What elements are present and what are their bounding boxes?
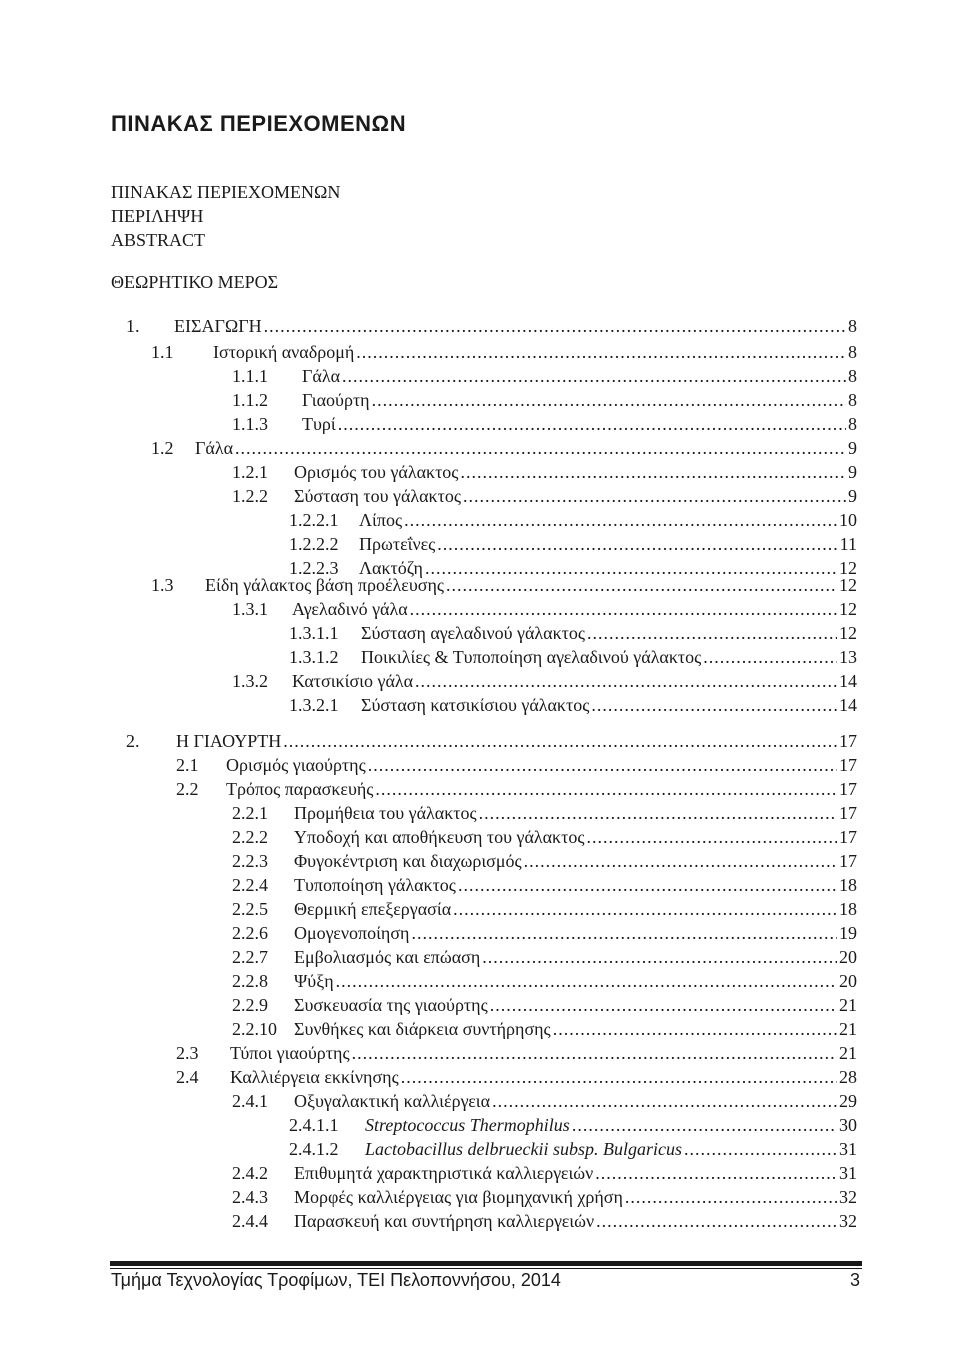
toc-dot-leader: [336, 970, 837, 992]
toc-entry[interactable]: [232, 1090, 857, 1112]
toc-entry[interactable]: [151, 574, 857, 596]
toc-entry[interactable]: [232, 946, 857, 968]
toc-entry[interactable]: [176, 1042, 857, 1064]
toc-entry[interactable]: [232, 389, 857, 411]
toc-entry-number: 1.2: [151, 438, 174, 458]
toc-entry-number: 1.2.2.2: [289, 534, 339, 554]
toc-dot-leader: [596, 1210, 837, 1232]
toc-entry-title: Τύποι γιαούρτης: [230, 1043, 350, 1063]
toc-entry-title: Καλλιέργεια εκκίνησης: [230, 1067, 399, 1087]
toc-entry-title: Συνθήκες και διάρκεια συντήρησης: [294, 1019, 551, 1039]
toc-entry-title: Φυγοκέντριση και διαχωρισμός: [294, 851, 522, 871]
front-matter-abstract-en[interactable]: ABSTRACT: [111, 230, 206, 250]
toc-entry[interactable]: [232, 802, 857, 824]
toc-entry[interactable]: [232, 1210, 857, 1232]
toc-entry-title: Τρόπος παρασκευής: [226, 779, 374, 799]
toc-entry-page: 31: [839, 1139, 857, 1159]
toc-entry-number: 2.4.3: [232, 1187, 268, 1207]
toc-dot-leader: [463, 485, 846, 507]
toc-entry-page: 17: [839, 755, 857, 775]
toc-entry-title: Ομογενοποίηση: [294, 923, 410, 943]
toc-entry-number: 2.4.1: [232, 1091, 268, 1111]
toc-dot-leader: [460, 461, 846, 483]
toc-entry-title: Γιαούρτη: [302, 390, 370, 410]
toc-entry-title: Μορφές καλλιέργειας για βιομηχανική χρήση: [294, 1187, 623, 1207]
toc-entry[interactable]: [151, 437, 857, 459]
toc-entry-number: 2.4.1.1: [289, 1115, 339, 1135]
toc-entry-number: 1.1.1: [232, 366, 268, 386]
toc-entry-title: Ιστορική αναδρομή: [213, 342, 355, 362]
toc-entry-number: 1.1: [151, 342, 174, 362]
toc-entry-number: 2.2.8: [232, 971, 268, 991]
toc-dot-leader: [490, 994, 837, 1016]
toc-entry-number: 1.3.1.1: [289, 623, 339, 643]
section-heading-theory: ΘΕΩΡΗΤΙΚΟ ΜΕΡΟΣ: [111, 272, 279, 292]
toc-entry-page: 21: [839, 1019, 857, 1039]
toc-entry-page: 17: [839, 779, 857, 799]
toc-dot-leader: [356, 341, 846, 363]
toc-entry-title: Είδη γάλακτος βάση προέλευσης: [205, 575, 444, 595]
toc-entry-number: 2.4.4: [232, 1211, 268, 1231]
toc-entry-number: 2.3: [176, 1043, 199, 1063]
toc-entry-page: 21: [839, 1043, 857, 1063]
toc-entry-number: 1.2.2.3: [289, 558, 339, 578]
toc-entry-title: Αγελαδινό γάλα: [292, 599, 408, 619]
toc-entry-title: Συσκευασία της γιαούρτης: [294, 995, 488, 1015]
toc-entry[interactable]: [126, 730, 857, 752]
toc-dot-leader: [372, 389, 846, 411]
toc-entry-page: 14: [839, 671, 857, 691]
toc-entry-title: Κατσικίσιο γάλα: [292, 671, 414, 691]
toc-entry-title: Εμβολιασμός και επώαση: [294, 947, 481, 967]
toc-entry-number: 2.2: [176, 779, 199, 799]
toc-dot-leader: [625, 1186, 837, 1208]
toc-dot-leader: [235, 437, 846, 459]
toc-entry[interactable]: [289, 622, 857, 644]
toc-entry-page: 20: [839, 947, 857, 967]
toc-dot-leader: [446, 574, 837, 596]
toc-entry[interactable]: [289, 1138, 857, 1160]
toc-dot-leader: [375, 778, 837, 800]
toc-dot-leader: [591, 694, 837, 716]
toc-dot-leader: [587, 826, 838, 848]
toc-entry[interactable]: [289, 533, 857, 555]
toc-entry-page: 12: [839, 558, 857, 578]
toc-entry[interactable]: [232, 874, 857, 896]
toc-entry-title: Τυποποίηση γάλακτος: [294, 875, 456, 895]
toc-entry-page: 18: [839, 899, 857, 919]
toc-entry-title: Υποδοχή και αποθήκευση του γάλακτος: [294, 827, 585, 847]
toc-entry-title: ΕΙΣΑΓΩΓΗ: [174, 316, 262, 336]
toc-entry-page: 14: [839, 695, 857, 715]
toc-entry-page: 32: [839, 1211, 857, 1231]
toc-entry-page: 18: [839, 875, 857, 895]
toc-entry-title: Streptococcus Thermophilus: [365, 1115, 570, 1135]
toc-entry-page: 13: [839, 647, 857, 667]
toc-entry-number: 2.2.6: [232, 923, 268, 943]
toc-entry-title: Προμήθεια του γάλακτος: [294, 803, 477, 823]
toc-entry[interactable]: [232, 898, 857, 920]
toc-entry[interactable]: [232, 413, 857, 435]
toc-entry-title: Τυρί: [302, 414, 336, 434]
toc-dot-leader: [342, 365, 846, 387]
toc-entry-page: 17: [839, 851, 857, 871]
toc-dot-leader: [415, 670, 837, 692]
toc-entry-page: 9: [848, 486, 857, 506]
toc-entry-page: 28: [839, 1067, 857, 1087]
toc-dot-leader: [410, 598, 837, 620]
toc-entry-number: 1.3: [151, 575, 174, 595]
toc-entry-number: 2.4: [176, 1067, 199, 1087]
toc-entry[interactable]: [176, 778, 857, 800]
footer-institution: Τμήμα Τεχνολογίας Τροφίμων, ΤΕΙ Πελοποννήσου, 2014: [111, 1270, 561, 1290]
toc-entry-title: Λακτόζη: [359, 558, 423, 578]
toc-entry-title: Γάλα: [302, 366, 340, 386]
toc-entry-number: 2.2.2: [232, 827, 268, 847]
toc-dot-leader: [492, 1090, 837, 1112]
toc-dot-leader: [404, 509, 837, 531]
toc-entry-page: 17: [839, 827, 857, 847]
toc-entry-page: 21: [839, 995, 857, 1015]
toc-entry-number: 1.2.2.1: [289, 510, 339, 530]
toc-dot-leader: [524, 850, 837, 872]
toc-dot-leader: [437, 533, 837, 555]
toc-entry-title: Γάλα: [195, 438, 233, 458]
toc-entry-number: 2.2.9: [232, 995, 268, 1015]
toc-entry[interactable]: [232, 670, 857, 692]
toc-entry-title: Λίπος: [359, 510, 403, 530]
toc-entry-page: 10: [839, 510, 857, 530]
toc-entry[interactable]: [232, 485, 857, 507]
toc-entry[interactable]: [232, 461, 857, 483]
toc-entry[interactable]: [232, 1162, 857, 1184]
toc-entry-page: 8: [848, 316, 857, 336]
toc-entry[interactable]: [289, 646, 857, 668]
toc-entry-number: 1.3.1.2: [289, 647, 339, 667]
toc-entry[interactable]: [232, 970, 857, 992]
toc-entry-number: 2.2.4: [232, 875, 268, 895]
toc-entry-number: 2.4.2: [232, 1163, 268, 1183]
page-number: 3: [849, 1270, 860, 1290]
toc-dot-leader: [264, 315, 846, 337]
toc-entry-number: 2.4.1.2: [289, 1139, 339, 1159]
toc-entry-number: 2.2.10: [232, 1019, 277, 1039]
toc-entry-title: Επιθυμητά χαρακτηριστικά καλλιεργειών: [294, 1163, 594, 1183]
toc-entry-page: 17: [839, 731, 857, 751]
toc-entry-title: Πρωτεΐνες: [359, 534, 436, 554]
toc-entry-number: 1.: [126, 316, 140, 336]
toc-entry-page: 19: [839, 923, 857, 943]
toc-entry-number: 1.2.1: [232, 462, 268, 482]
toc-entry-page: 29: [839, 1091, 857, 1111]
toc-entry-title: Ψύξη: [294, 971, 334, 991]
toc-entry[interactable]: [232, 1018, 857, 1040]
toc-entry-page: 32: [839, 1187, 857, 1207]
toc-entry-number: 2.2.5: [232, 899, 268, 919]
toc-entry-page: 8: [848, 414, 857, 434]
toc-dot-leader: [553, 1018, 837, 1040]
toc-entry-title: Σύσταση του γάλακτος: [294, 486, 461, 506]
toc-dot-leader: [479, 802, 837, 824]
toc-entry[interactable]: [232, 850, 857, 872]
toc-entry-number: 1.1.2: [232, 390, 268, 410]
toc-entry-page: 12: [839, 575, 857, 595]
toc-entry-number: 1.2.2: [232, 486, 268, 506]
toc-dot-leader: [703, 646, 837, 668]
toc-entry-title: Σύσταση κατσικίσιου γάλακτος: [361, 695, 590, 715]
toc-entry[interactable]: [289, 1114, 857, 1136]
toc-dot-leader: [458, 874, 837, 896]
toc-entry-title: Lactobacillus delbrueckii subsp. Bulgaricus: [365, 1139, 682, 1159]
toc-entry[interactable]: [176, 754, 857, 776]
toc-entry-number: 1.3.2: [232, 671, 268, 691]
toc-entry-number: 1.3.2.1: [289, 695, 339, 715]
toc-entry-page: 17: [839, 803, 857, 823]
toc-entry[interactable]: [232, 922, 857, 944]
toc-entry[interactable]: [232, 1186, 857, 1208]
toc-entry[interactable]: [232, 826, 857, 848]
toc-entry-number: 2.2.3: [232, 851, 268, 871]
toc-dot-leader: [283, 730, 837, 752]
toc-entry-title: Παρασκευή και συντήρηση καλλιεργειών: [294, 1211, 595, 1231]
front-matter-contents[interactable]: ΠΙΝΑΚΑΣ ΠΕΡΙΕΧΟΜΕΝΩΝ: [111, 182, 341, 202]
toc-entry-number: 2.: [126, 731, 140, 751]
toc-entry-title: Ορισμός του γάλακτος: [294, 462, 459, 482]
toc-entry-title: Σύσταση αγελαδινού γάλακτος: [361, 623, 586, 643]
toc-dot-leader: [482, 946, 837, 968]
toc-entry[interactable]: [126, 315, 857, 337]
toc-entry-title: Θερμική επεξεργασία: [294, 899, 452, 919]
toc-entry-title: Η ΓΙΑΟΥΡΤΗ: [176, 731, 282, 751]
toc-entry-page: 8: [848, 366, 857, 386]
footer-rule-thin: [110, 1268, 862, 1269]
front-matter-abstract-gr[interactable]: ΠΕΡΙΛΗΨΗ: [111, 206, 204, 226]
toc-dot-leader: [401, 1066, 837, 1088]
toc-entry[interactable]: [232, 365, 857, 387]
toc-entry[interactable]: [289, 509, 857, 531]
toc-entry-page: 9: [848, 438, 857, 458]
footer-rule: [110, 1261, 862, 1266]
toc-entry-page: 12: [839, 623, 857, 643]
toc-entry-page: 8: [848, 390, 857, 410]
toc-dot-leader: [338, 413, 846, 435]
toc-dot-leader: [684, 1138, 837, 1160]
toc-entry-page: 31: [839, 1163, 857, 1183]
toc-dot-leader: [595, 1162, 837, 1184]
toc-entry-page: 11: [839, 534, 857, 554]
toc-dot-leader: [572, 1114, 837, 1136]
toc-entry-title: Οξυγαλακτική καλλιέργεια: [294, 1091, 491, 1111]
toc-dot-leader: [352, 1042, 837, 1064]
toc-entry-page: 8: [848, 342, 857, 362]
toc-entry-title: Ποικιλίες & Τυποποίηση αγελαδινού γάλακτος: [361, 647, 702, 667]
toc-entry[interactable]: [176, 1066, 857, 1088]
toc-entry[interactable]: [289, 694, 857, 716]
toc-entry[interactable]: [232, 994, 857, 1016]
toc-dot-leader: [453, 898, 837, 920]
toc-entry-number: 2.1: [176, 755, 199, 775]
toc-dot-leader: [411, 922, 837, 944]
page-title: ΠΙΝΑΚΑΣ ΠΕΡΙΕΧΟΜΕΝΩΝ: [111, 111, 407, 136]
toc-entry[interactable]: [151, 341, 857, 363]
toc-entry[interactable]: [232, 598, 857, 620]
toc-entry-page: 30: [839, 1115, 857, 1135]
toc-entry-page: 9: [848, 462, 857, 482]
toc-entry-number: 1.3.1: [232, 599, 268, 619]
toc-dot-leader: [587, 622, 837, 644]
toc-entry-number: 2.2.7: [232, 947, 268, 967]
toc-entry-number: 1.1.3: [232, 414, 268, 434]
toc-entry-title: Ορισμός γιαούρτης: [226, 755, 366, 775]
toc-dot-leader: [368, 754, 837, 776]
toc-entry-page: 20: [839, 971, 857, 991]
toc-entry-page: 12: [839, 599, 857, 619]
toc-entry-number: 2.2.1: [232, 803, 268, 823]
